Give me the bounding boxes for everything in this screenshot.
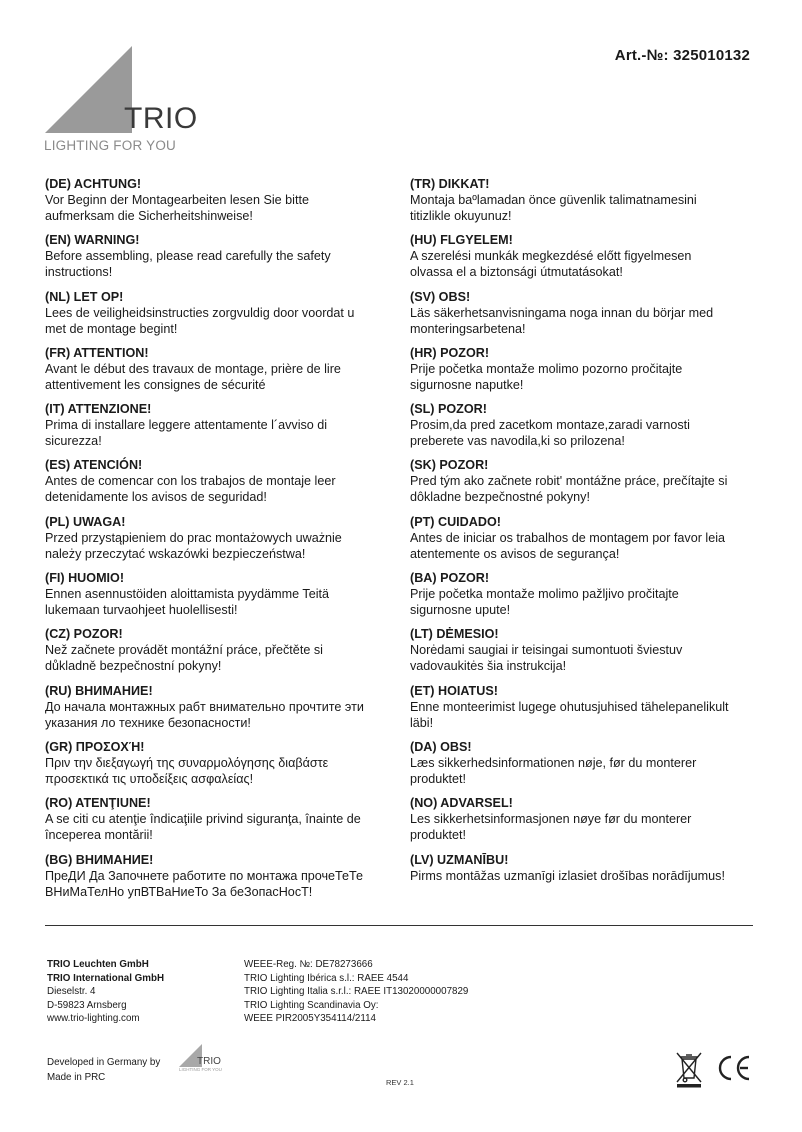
warning-sv <box>410 289 750 345</box>
warning-cz <box>45 626 395 682</box>
warning-text: Vor Beginn der Montagearbeiten lesen Sie bitte <box>45 193 309 207</box>
ce-mark-icon <box>716 1053 752 1083</box>
warnings-left-column <box>45 176 395 908</box>
warning-bg <box>45 852 395 908</box>
company-name: TRIO International GmbH <box>47 972 165 984</box>
warning-hr <box>410 345 750 401</box>
warning-text: titizlikle okuyunuz! <box>410 209 512 223</box>
weee-line: TRIO Lighting Scandinavia Oy: <box>244 999 379 1011</box>
warning-heading: (SL) POZOR! <box>410 402 487 417</box>
warning-text: До начала монтажных рабт внимательно прочтите эти <box>45 699 364 714</box>
warning-text: attentivement les consignes de sécurité <box>45 377 266 392</box>
warning-heading: (GR) ΠΡΟΣΟΧΉ! <box>45 739 145 754</box>
warning-text: ВНиМаТелНо упВТВаНиеТо За беЗопасНосТ! <box>45 884 313 899</box>
warning-text: olvassa el a biztonsági útmutatásokat! <box>410 265 623 280</box>
warning-heading: (FI) HUOMIO! <box>45 571 125 586</box>
warning-text: указания ло технике безопасности! <box>45 715 251 730</box>
city: D-59823 Arnsberg <box>47 999 127 1011</box>
warning-text: Pirms montāžas uzmanīgi izlasiet drošības norādījumus! <box>410 868 725 883</box>
mini-logo-tagline: LIGHTING FOR YOU <box>179 1067 222 1072</box>
warning-text: ПреДИ Да Започнете работите по монтажа прочеТеТе <box>45 868 364 883</box>
warning-text: Montaja baºlamadan önce güvenlik talimatnamesini <box>410 193 697 207</box>
warning-lv <box>410 852 750 908</box>
logo-brand: TRIO <box>124 102 198 135</box>
warning-text: produktet! <box>410 828 467 843</box>
warning-nl <box>45 289 395 345</box>
warning-heading: (HU) FLGYELEM! <box>410 233 513 248</box>
warning-pl <box>45 514 395 570</box>
warning-ru <box>45 683 395 739</box>
warning-text: Lees de veiligheidsinstructies zorgvuldig door voordat u <box>45 305 355 320</box>
warning-text: Before assembling, please read carefully the safety <box>45 249 331 264</box>
warning-text: Antes de comencar con los trabajos de montaje leer <box>45 474 336 489</box>
warning-text: důkladně bezpečnostní pokyny! <box>45 659 222 674</box>
warnings-right-column <box>410 176 750 908</box>
warning-heading: (IT) ATTENZIONE! <box>45 402 152 417</box>
weee-line: WEEE PIR2005Y354114/2114 <box>244 1013 376 1024</box>
warning-heading: (EN) WARNING! <box>45 233 140 248</box>
mini-logo-brand: TRIO <box>197 1056 221 1067</box>
warning-text: A se citi cu atenţie îndicaţiile privind siguranţa, înainte de <box>45 812 361 827</box>
warning-text: produktet! <box>410 771 467 786</box>
warning-de <box>45 176 395 232</box>
warning-pt <box>410 514 750 570</box>
warning-text: Než začnete provádět montážní práce, přečtěte si <box>45 643 323 658</box>
made-in: Made in PRC <box>47 1072 106 1083</box>
warning-heading: (SV) OBS! <box>410 289 471 304</box>
warning-et <box>410 683 750 739</box>
warning-tr <box>410 176 750 232</box>
warning-heading: (BG) ВНИМАНИЕ! <box>45 852 154 867</box>
warning-heading: (RU) ВНИМАНИЕ! <box>45 683 153 698</box>
warning-heading: (CZ) POZOR! <box>45 627 123 642</box>
warning-heading: (LV) UZMANĪBU! <box>410 852 509 867</box>
warning-heading: (LT) DĖMESIO! <box>410 627 499 642</box>
trio-mini-logo <box>175 1044 225 1076</box>
website-link[interactable]: www.trio-lighting.com <box>47 1013 140 1024</box>
warning-text: Avant le début des travaux de montage, prière de lire <box>45 361 341 376</box>
warning-no <box>410 795 750 851</box>
warning-es <box>45 457 395 513</box>
weee-line: WEEE-Reg. №: DE78273666 <box>244 959 373 970</box>
warning-it <box>45 401 395 457</box>
developed-by: Developed in Germany by <box>47 1057 161 1068</box>
warning-heading: (RO) ATENŢIUNE! <box>45 796 151 811</box>
warning-heading: (NO) ADVARSEL! <box>410 796 513 811</box>
warning-text: Les sikkerhetsinformasjonen nøye før du monterer <box>410 812 692 827</box>
warning-sk <box>410 457 750 513</box>
warning-en <box>45 232 395 288</box>
warning-hu <box>410 232 750 288</box>
warning-text: A szerelési munkák megkezdésé előtt figyelmesen <box>410 249 692 264</box>
warning-ba <box>410 570 750 626</box>
warning-ro <box>45 795 395 851</box>
warning-text: Prima di installare leggere attentamente l´avviso di <box>45 418 328 433</box>
origin-info <box>47 1055 160 1085</box>
warning-heading: (SK) POZOR! <box>410 458 489 473</box>
warning-fr <box>45 345 395 401</box>
weee-line: TRIO Lighting Ibérica s.l.: RAEE 4544 <box>244 972 409 984</box>
warning-gr <box>45 739 395 795</box>
warning-text: met de montage begint! <box>45 321 178 336</box>
logo-tagline: LIGHTING FOR YOU <box>44 138 176 153</box>
warning-text: vadovaukitės šia instrukcija! <box>410 659 567 674</box>
warning-text: instructions! <box>45 265 113 280</box>
warning-text: sicurezza! <box>45 434 102 449</box>
trio-logo <box>44 46 204 156</box>
warning-fi <box>45 570 395 626</box>
weee-line: TRIO Lighting Italia s.r.l.: RAEE IT13020000007829 <box>244 986 469 997</box>
warning-text: începerea montării! <box>45 828 153 843</box>
warning-heading: (BA) POZOR! <box>410 571 490 586</box>
warning-text: lukemaan turvaohjeet huolellisesti! <box>45 603 238 618</box>
warning-text: προσεκτικά τις υποδείξεις ασφαλείας! <box>45 771 254 786</box>
warning-text: Prije početka montaže molimo pozorno pročitajte <box>410 361 683 376</box>
warning-text: sigurnosne upute! <box>410 603 511 618</box>
warning-da <box>410 739 750 795</box>
revision: REV 2.1 <box>386 1078 414 1087</box>
warning-heading: (ES) ATENCIÓN! <box>45 458 143 473</box>
warning-text: monteringsarbetena! <box>410 321 526 336</box>
warning-text: dôkladne bezpečnostné pokyny! <box>410 490 590 505</box>
warning-heading: (HR) POZOR! <box>410 345 490 360</box>
company-name: TRIO Leuchten GmbH <box>47 959 149 970</box>
warning-heading: (NL) LET OP! <box>45 289 124 304</box>
warning-text: aufmerksam die Sicherheitshinweise! <box>45 209 253 223</box>
warning-heading: (PL) UWAGA! <box>45 514 126 529</box>
warning-sl <box>410 401 750 457</box>
company-address <box>47 958 164 1026</box>
warning-text: Læs sikkerhedsinformationen nøje, før du monterer <box>410 755 697 770</box>
warning-text: atentemente os avisos de segurança! <box>410 546 620 561</box>
warning-text: läbi! <box>410 715 434 730</box>
weee-registration <box>244 958 468 1026</box>
warning-text: Πριν την διεξαγωγή της συναρμολόγησης διαβάστε <box>45 755 329 770</box>
warning-text: należy przeczytać wskazówki bezpieczeństwa! <box>45 546 306 561</box>
warning-heading: (FR) ATTENTION! <box>45 345 149 360</box>
warning-heading: (PT) CUIDADO! <box>410 514 501 529</box>
warning-text: Prije početka montaže molimo pažljivo pročitajte <box>410 587 679 602</box>
crossed-out-wheelie-bin-icon <box>674 1050 704 1088</box>
warning-text: preberete vas navodila,ki so prilozena! <box>410 434 625 449</box>
warning-heading: (DA) OBS! <box>410 739 472 754</box>
warning-text: Prosim,da pred zacetkom montaze,zaradi varnosti <box>410 418 690 433</box>
street: Dieselstr. 4 <box>47 986 96 997</box>
footer-divider <box>45 925 753 926</box>
warning-text: Ennen asennustöiden aloittamista pyydämme Teitä <box>45 587 329 602</box>
warning-text: sigurnosne naputke! <box>410 377 524 392</box>
warning-text: Pred tým ako začnete robit' montážne práce, prečítajte si <box>410 474 728 489</box>
warning-heading: (ET) HOIATUS! <box>410 683 498 698</box>
warning-text: Enne monteerimist lugege ohutusjuhised tähelepanelikult <box>410 699 729 714</box>
warning-text: Läs säkerhetsanvisningama noga innan du börjar med <box>410 305 714 320</box>
warning-text: Norėdami saugiai ir teisingai sumontuoti šviestuv <box>410 643 683 658</box>
warning-text: Przed przystąpieniem do prac montażowych uważnie <box>45 530 342 545</box>
warning-heading: (TR) DIKKAT! <box>410 177 490 191</box>
warning-text: detenidamente los avisos de seguridad! <box>45 490 267 505</box>
article-number: Art.-№: 325010132 <box>614 47 750 64</box>
warning-text: Antes de iniciar os trabalhos de montagem por favor leia <box>410 530 726 545</box>
warning-heading: (DE) ACHTUNG! <box>45 177 142 191</box>
warning-lt <box>410 626 750 682</box>
